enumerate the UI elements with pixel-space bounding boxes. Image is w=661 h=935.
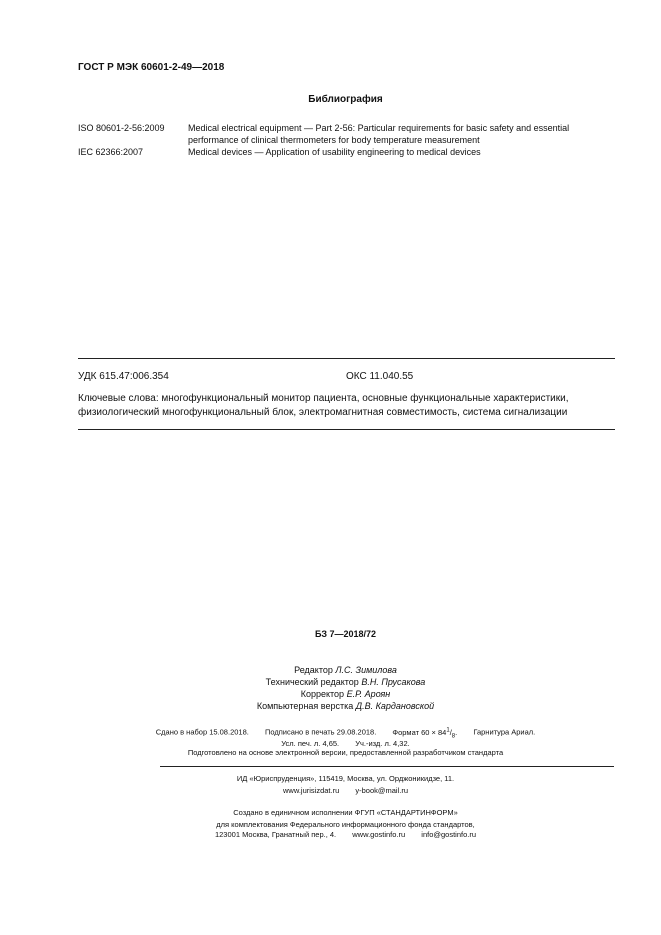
printer-website[interactable]: www.gostinfo.ru [352,830,406,839]
publisher-address: ИД «Юриспруденция», 115419, Москва, ул. Орджоникидзе, 11. [236,774,455,783]
reference-text: Medical electrical equipment — Part 2-56: Particular requirements for basic safety and essential performance of clinical thermometers for body temperature measurement [188,123,570,145]
sent-date: Сдано в набор 15.08.2018. [155,727,249,737]
reference-code: IEC 62366:2007 [78,147,144,157]
oks-code: ОКС 11.040.55 [346,371,414,382]
format: Формат $60 \times 84^1/_8$. [392,727,458,739]
publisher-contacts [0,785,661,797]
print-sheets: Усл. печ. л. 4,65. [281,739,340,748]
layout-name: Д.В. Кардановской [355,701,435,711]
bibliography-item [78,146,618,158]
corrector-label: Корректор [300,689,345,699]
bibliography-item [78,122,618,146]
tech-editor-label: Технический редактор [265,677,359,687]
printer-address: 123001 Москва, Гранатный пер., 4. [214,830,337,839]
publisher-email[interactable]: y-book@mail.ru [355,786,408,795]
document-header: ГОСТ Р МЭК 60601-2-49—2018 [78,62,225,73]
corrector-name: Е.Р. Ароян [346,689,391,699]
bibliography-title: Библиография [308,94,383,105]
print-info-line [0,727,661,739]
udk-code: УДК 615.47:006.354 [78,371,169,382]
prepared-note: Подготовлено на основе электронной версии, предоставленной разработчиком стандарта [187,748,504,757]
tech-editor-name: В.Н. Прусакова [361,677,426,687]
divider [160,766,614,767]
reference-text: Medical devices — Application of usability engineering to medical devices [188,147,481,157]
publisher-website[interactable]: www.jurisizdat.ru [283,786,340,795]
printer-line: Создано в единичном исполнении ФГУП «СТАНДАРТИНФОРМ» [233,808,458,817]
editor-label: Редактор [294,665,333,675]
bz-number: БЗ 7—2018/72 [314,629,377,639]
layout-label: Компьютерная верстка [256,701,354,711]
printer-email[interactable]: info@gostinfo.ru [421,830,477,839]
keywords: Ключевые слова: многофункциональный монитор пациента, основные функциональные характеристики, физиологический многофункциональный блок, электромагнитная совместимость, система сигнализации [78,393,569,418]
edition-sheets: Уч.-изд. л. 4,32. [355,739,410,748]
divider [78,358,615,359]
editor-name: Л.С. Зимилова [335,665,397,675]
typeface: Гарнитура Ариал. [473,727,536,737]
reference-code: ISO 80601-2-56:2009 [78,123,165,133]
printer-purpose: для комплектования Федерального информационного фонда стандартов, [216,820,475,829]
print-sheets-line [0,739,661,748]
credits-block [0,664,661,712]
printer-contacts [0,829,661,841]
divider [78,429,615,430]
signed-date: Подписано в печать 29.08.2018. [264,727,377,737]
